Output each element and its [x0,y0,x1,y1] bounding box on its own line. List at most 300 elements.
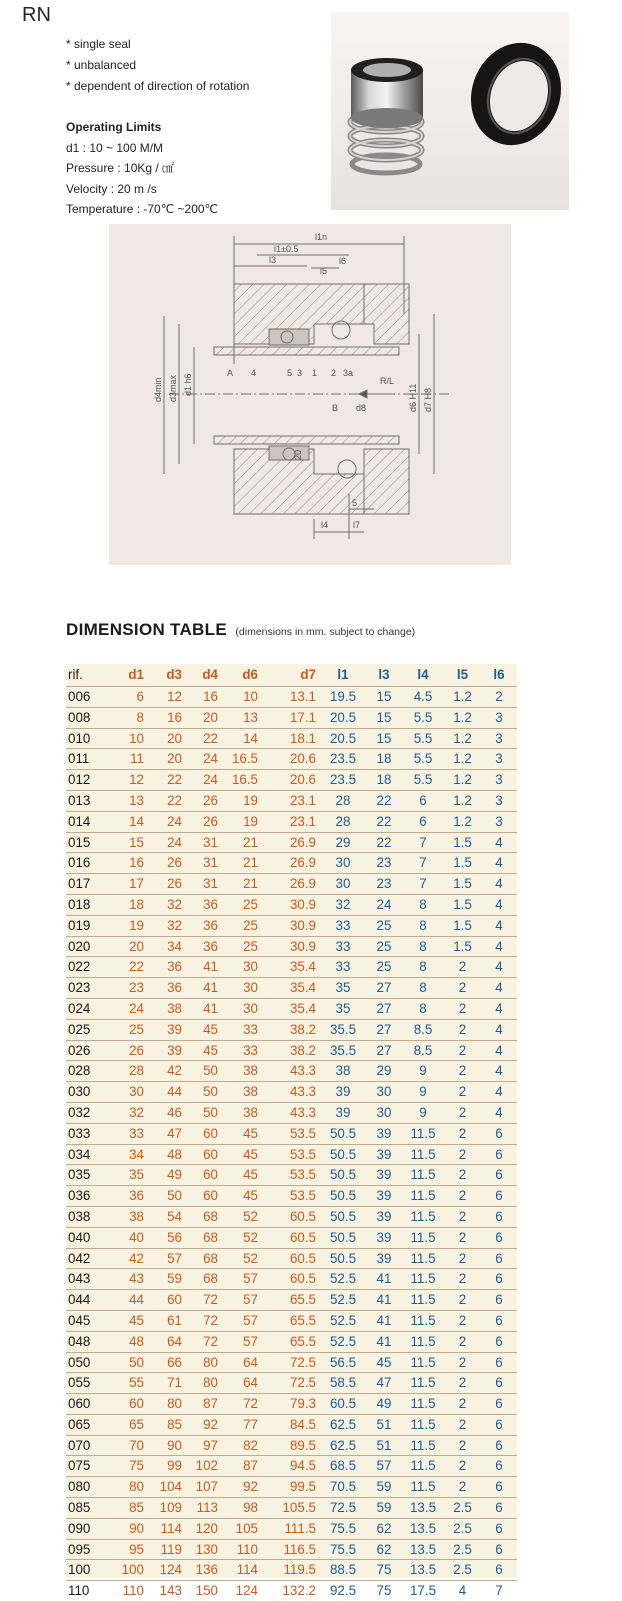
table-row [66,1102,517,1123]
dimension-cell: 54 [148,1206,186,1227]
dimension-cell: 59 [366,1477,402,1498]
part-label: B [332,403,338,413]
dimension-cell: 124 [222,1581,262,1601]
dimension-cell: 124 [148,1560,186,1581]
dimension-cell: 2.5 [444,1498,481,1519]
dimension-cell: 43 [110,1269,148,1290]
dimension-cell: 20.5 [320,707,366,728]
rif-cell: 020 [66,936,110,957]
dimension-cell: 75.5 [320,1518,366,1539]
dimension-cell: 26 [186,811,222,832]
dimension-cell: 11.5 [402,1269,444,1290]
dimension-cell: 2 [444,1082,481,1103]
dimension-cell: 52 [222,1206,262,1227]
dimension-cell: 72.5 [262,1352,320,1373]
column-header: l4 [402,664,444,687]
dimension-cell: 35 [320,998,366,1019]
column-header: d1 [110,664,148,687]
dimension-cell: 94.5 [262,1456,320,1477]
table-row [66,1310,517,1331]
dimension-cell: 38 [320,1061,366,1082]
dimension-cell: 48 [148,1144,186,1165]
dimension-cell: 6 [481,1477,517,1498]
table-row [66,894,517,915]
table-row [66,1581,517,1601]
dimension-cell: 35.4 [262,978,320,999]
table-row [66,832,517,853]
dimension-cell: 12 [148,687,186,708]
dimension-cell: 1.2 [444,790,481,811]
dimension-cell: 11.5 [402,1352,444,1373]
table-row [66,936,517,957]
dimension-cell: 11.5 [402,1290,444,1311]
dimension-cell: 3 [481,707,517,728]
dimension-cell: 80 [148,1394,186,1415]
dimension-cell: 60 [186,1144,222,1165]
dimension-cell: 4 [481,957,517,978]
rif-cell: 090 [66,1518,110,1539]
dimension-cell: 6 [481,1290,517,1311]
dimension-cell: 30 [320,853,366,874]
dimension-cell: 4 [481,1040,517,1061]
dimension-cell: 68 [186,1227,222,1248]
column-header: l1 [320,664,366,687]
dimension-cell: 20 [186,707,222,728]
rif-cell: 045 [66,1310,110,1331]
dimension-cell: 2 [444,1310,481,1331]
dimension-cell: 23 [366,874,402,895]
dimension-cell: 30 [320,874,366,895]
dimension-cell: 119 [148,1539,186,1560]
dimension-cell: 27 [366,998,402,1019]
dimension-cell: 99.5 [262,1477,320,1498]
dimension-cell: 45 [222,1144,262,1165]
dimension-cell: 57 [366,1456,402,1477]
rif-cell: 030 [66,1082,110,1103]
dimension-cell: 3 [481,811,517,832]
rif-cell: 022 [66,957,110,978]
dimension-cell: 30 [222,998,262,1019]
table-row [66,1040,517,1061]
dimension-cell: 39 [366,1206,402,1227]
dimension-cell: 9 [402,1102,444,1123]
dimension-cell: 33 [320,936,366,957]
rif-cell: 080 [66,1477,110,1498]
dimension-cell: 6 [481,1248,517,1269]
dimension-cell: 6 [481,1186,517,1207]
dimension-cell: 24 [186,749,222,770]
part-label: 4 [251,368,256,378]
dimension-cell: 5.5 [402,707,444,728]
dimension-cell: 143 [148,1581,186,1601]
dimension-cell: 60.5 [262,1206,320,1227]
dimension-cell: 23.5 [320,749,366,770]
dimension-cell: 36 [186,936,222,957]
dimension-cell: 120 [186,1518,222,1539]
dimension-cell: 17 [110,874,148,895]
dim-label: l1±0.5 [274,244,298,254]
dimension-cell: 39 [366,1123,402,1144]
dimension-cell: 27 [366,1019,402,1040]
dimension-cell: 25 [222,936,262,957]
dimension-cell: 87 [186,1394,222,1415]
dimension-cell: 50.5 [320,1165,366,1186]
table-row [66,957,517,978]
dimension-cell: 6 [481,1331,517,1352]
dimension-cell: 2 [444,1352,481,1373]
dimension-cell: 4 [481,1061,517,1082]
dimension-cell: 3 [481,790,517,811]
dimension-cell: 95 [110,1539,148,1560]
dimension-cell: 20.6 [262,749,320,770]
seal-photo-graphic [331,12,569,210]
dimension-cell: 8.5 [402,1040,444,1061]
dimension-cell: 1.5 [444,874,481,895]
dimension-cell: 92 [222,1477,262,1498]
dimension-cell: 38 [222,1102,262,1123]
dimension-cell: 1.5 [444,915,481,936]
dimension-cell: 50 [186,1061,222,1082]
table-row [66,1144,517,1165]
dimension-cell: 88.5 [320,1560,366,1581]
dimension-cell: 2 [444,1019,481,1040]
dimension-cell: 2 [444,1435,481,1456]
dimension-cell: 40 [110,1227,148,1248]
dimension-cell: 6 [402,811,444,832]
dimension-cell: 72 [186,1331,222,1352]
dimension-cell: 62 [366,1539,402,1560]
dimension-cell: 2 [444,957,481,978]
dimension-cell: 77 [222,1414,262,1435]
dim-label: l3 [269,255,276,265]
dimension-cell: 32 [320,894,366,915]
dimension-cell: 22 [148,790,186,811]
dimension-cell: 31 [186,832,222,853]
dimension-cell: 2 [444,1186,481,1207]
table-row [66,1373,517,1394]
dimension-cell: 4 [481,1019,517,1040]
rif-cell: 015 [66,832,110,853]
dimension-cell: 33 [222,1019,262,1040]
dimension-cell: 15 [366,728,402,749]
rif-cell: 050 [66,1352,110,1373]
dimension-cell: 39 [366,1165,402,1186]
dimension-cell: 6 [481,1394,517,1415]
dimension-cell: 23 [366,853,402,874]
dim-label: l6 [339,256,346,266]
operating-limit-line: Pressure : 10Kg / ㎠ [66,158,218,179]
dimension-cell: 38.2 [262,1040,320,1061]
column-header: d7 [262,664,320,687]
dimension-cell: 4 [444,1581,481,1601]
rif-cell: 034 [66,1144,110,1165]
table-row [66,1352,517,1373]
rif-cell: 024 [66,998,110,1019]
dimension-cell: 53.5 [262,1165,320,1186]
dimension-cell: 72.5 [320,1498,366,1519]
dim-label: l4 [321,520,328,530]
dimension-cell: 2 [444,1102,481,1123]
dimension-cell: 32 [110,1102,148,1123]
rif-cell: 065 [66,1414,110,1435]
dimension-cell: 3 [481,770,517,791]
dimension-cell: 52 [222,1227,262,1248]
dimension-cell: 80 [110,1477,148,1498]
dimension-cell: 1.2 [444,728,481,749]
part-label: A [227,368,233,378]
dimension-cell: 90 [110,1518,148,1539]
dimension-cell: 31 [186,874,222,895]
dimension-cell: 57 [222,1310,262,1331]
dimension-cell: 2 [444,1248,481,1269]
dimension-cell: 45 [222,1165,262,1186]
dimension-cell: 16 [186,687,222,708]
dimension-cell: 5.5 [402,749,444,770]
dimension-cell: 32 [148,894,186,915]
dimension-cell: 28 [320,811,366,832]
dimension-cell: 45 [222,1123,262,1144]
dimension-cell: 35 [320,978,366,999]
dimension-cell: 6 [481,1414,517,1435]
dimension-cell: 50.5 [320,1206,366,1227]
dimension-cell: 114 [222,1560,262,1581]
table-row [66,1206,517,1227]
dimension-cell: 30 [366,1102,402,1123]
dimension-cell: 4 [481,853,517,874]
dimension-cell: 44 [148,1082,186,1103]
dimension-cell: 45 [186,1040,222,1061]
dimension-cell: 53.5 [262,1186,320,1207]
dimension-cell: 100 [110,1560,148,1581]
dimension-cell: 11.5 [402,1206,444,1227]
dimension-cell: 39 [366,1144,402,1165]
dimension-cell: 65 [110,1414,148,1435]
dimension-cell: 11.5 [402,1165,444,1186]
table-row [66,1165,517,1186]
table-row [66,1477,517,1498]
dimension-cell: 98 [222,1498,262,1519]
dimension-cell: 72 [222,1394,262,1415]
dimension-cell: 4 [481,1082,517,1103]
dimension-cell: 33 [110,1123,148,1144]
dimension-cell: 2.5 [444,1539,481,1560]
dimension-cell: 22 [366,811,402,832]
dimension-cell: 41 [366,1290,402,1311]
dimension-cell: 45 [222,1186,262,1207]
dimension-cell: 38 [110,1206,148,1227]
rif-cell: 032 [66,1102,110,1123]
dimension-cell: 45 [110,1310,148,1331]
dimension-cell: 31 [186,853,222,874]
dimension-cell: 36 [186,894,222,915]
dimension-table-subtitle: (dimensions in mm. subject to change) [235,626,415,638]
table-row [66,1518,517,1539]
dimension-cell: 39 [366,1248,402,1269]
dimension-cell: 85 [110,1498,148,1519]
dimension-cell: 39 [148,1019,186,1040]
dimension-cell: 23 [110,978,148,999]
rif-cell: 028 [66,1061,110,1082]
dimension-cell: 47 [366,1373,402,1394]
rif-cell: 085 [66,1498,110,1519]
dimension-cell: 6 [481,1560,517,1581]
column-header: rif. [66,664,110,687]
rif-cell: 070 [66,1435,110,1456]
rif-cell: 016 [66,853,110,874]
column-header: l5 [444,664,481,687]
dimension-cell: 75 [110,1456,148,1477]
dimension-cell: 17.1 [262,707,320,728]
dimension-cell: 8 [402,894,444,915]
dimension-cell: 4 [481,1102,517,1123]
dimension-cell: 6 [481,1539,517,1560]
dimension-cell: 13.1 [262,687,320,708]
dimension-cell: 10 [110,728,148,749]
dimension-cell: 25 [366,915,402,936]
dimension-cell: 24 [366,894,402,915]
dimension-cell: 11 [110,749,148,770]
rif-cell: 014 [66,811,110,832]
dimension-cell: 25 [110,1019,148,1040]
dimension-cell: 56.5 [320,1352,366,1373]
dimension-cell: 19 [222,790,262,811]
dimension-cell: 6 [481,1165,517,1186]
dimension-cell: 75.5 [320,1539,366,1560]
dimension-cell: 60 [186,1165,222,1186]
dimension-cell: 16.5 [222,749,262,770]
rif-cell: 043 [66,1269,110,1290]
dimension-cell: 15 [366,687,402,708]
dimension-cell: 2 [444,1373,481,1394]
column-header: d3 [148,664,186,687]
dimension-cell: 20 [110,936,148,957]
dimension-cell: 6 [481,1206,517,1227]
dimension-cell: 57 [222,1290,262,1311]
dimension-cell: 119.5 [262,1560,320,1581]
rif-cell: 038 [66,1206,110,1227]
dimension-cell: 25 [366,936,402,957]
dimension-cell: 84.5 [262,1414,320,1435]
dimension-cell: 6 [481,1227,517,1248]
dimension-cell: 8 [402,957,444,978]
rif-cell: 023 [66,978,110,999]
dimension-cell: 2 [444,1290,481,1311]
table-row [66,1331,517,1352]
dimension-cell: 43.3 [262,1082,320,1103]
dim-label: d3max [168,374,178,402]
dimension-cell: 68 [186,1269,222,1290]
dimension-cell: 53.5 [262,1123,320,1144]
dimension-cell: 39 [366,1227,402,1248]
table-header-row [66,664,517,687]
dimension-cell: 13.5 [402,1560,444,1581]
dimension-cell: 64 [222,1352,262,1373]
dimension-cell: 3 [481,728,517,749]
dimension-cell: 19 [110,915,148,936]
dimension-cell: 8 [402,998,444,1019]
table-row [66,770,517,791]
dimension-cell: 6 [481,1310,517,1331]
dimension-cell: 57 [222,1269,262,1290]
dimension-cell: 4.5 [402,687,444,708]
dimension-cell: 110 [110,1581,148,1601]
dimension-cell: 16 [110,853,148,874]
dimension-cell: 4 [481,978,517,999]
dimension-cell: 1.5 [444,853,481,874]
dimension-cell: 45 [366,1352,402,1373]
dimension-cell: 39 [366,1186,402,1207]
feature-list [66,34,249,97]
dimension-cell: 6 [402,790,444,811]
dimension-cell: 60.5 [320,1394,366,1415]
dimension-cell: 22 [366,790,402,811]
rif-cell: 075 [66,1456,110,1477]
dimension-cell: 65.5 [262,1290,320,1311]
dimension-cell: 4 [481,832,517,853]
dimension-cell: 7 [402,853,444,874]
dimension-cell: 71 [148,1373,186,1394]
dimension-cell: 65.5 [262,1331,320,1352]
dimension-cell: 1.2 [444,770,481,791]
dimension-cell: 28 [110,1061,148,1082]
dimension-cell: 52.5 [320,1269,366,1290]
dimension-cell: 35.4 [262,998,320,1019]
dimension-table-title [66,620,415,640]
rif-cell: 008 [66,707,110,728]
operating-limit-line: d1 : 10 ~ 100 M/M [66,138,218,159]
dimension-cell: 32 [148,915,186,936]
table-row [66,1498,517,1519]
rif-cell: 035 [66,1165,110,1186]
dimension-cell: 50 [148,1186,186,1207]
dimension-cell: 7 [402,832,444,853]
dimension-cell: 42 [110,1248,148,1269]
rif-cell: 048 [66,1331,110,1352]
table-row [66,707,517,728]
dimension-cell: 56 [148,1227,186,1248]
dimension-cell: 42 [148,1061,186,1082]
table-row [66,874,517,895]
dimension-cell: 109 [148,1498,186,1519]
dimension-cell: 60.5 [262,1269,320,1290]
product-photo [331,12,569,210]
dimension-cell: 1.2 [444,749,481,770]
dimension-cell: 24 [110,998,148,1019]
dimension-cell: 50.5 [320,1186,366,1207]
dimension-cell: 2.5 [444,1560,481,1581]
dimension-cell: 55 [110,1373,148,1394]
rif-cell: 110 [66,1581,110,1601]
dimension-cell: 12 [110,770,148,791]
dimension-cell: 16 [148,707,186,728]
dimension-cell: 114 [148,1518,186,1539]
dimension-cell: 11.5 [402,1373,444,1394]
rif-cell: 033 [66,1123,110,1144]
dimension-cell: 57 [148,1248,186,1269]
dimension-cell: 39 [148,1040,186,1061]
rotation-label: R/L [380,376,394,386]
dimension-cell: 50 [110,1352,148,1373]
dimension-cell: 3 [481,749,517,770]
dimension-cell: 5.5 [402,770,444,791]
rif-cell: 040 [66,1227,110,1248]
dimension-cell: 99 [148,1456,186,1477]
dimension-cell: 2 [444,1061,481,1082]
dimension-cell: 4 [481,936,517,957]
dimension-cell: 75 [366,1581,402,1601]
product-title: RN [22,4,51,27]
dimension-cell: 2 [444,1269,481,1290]
